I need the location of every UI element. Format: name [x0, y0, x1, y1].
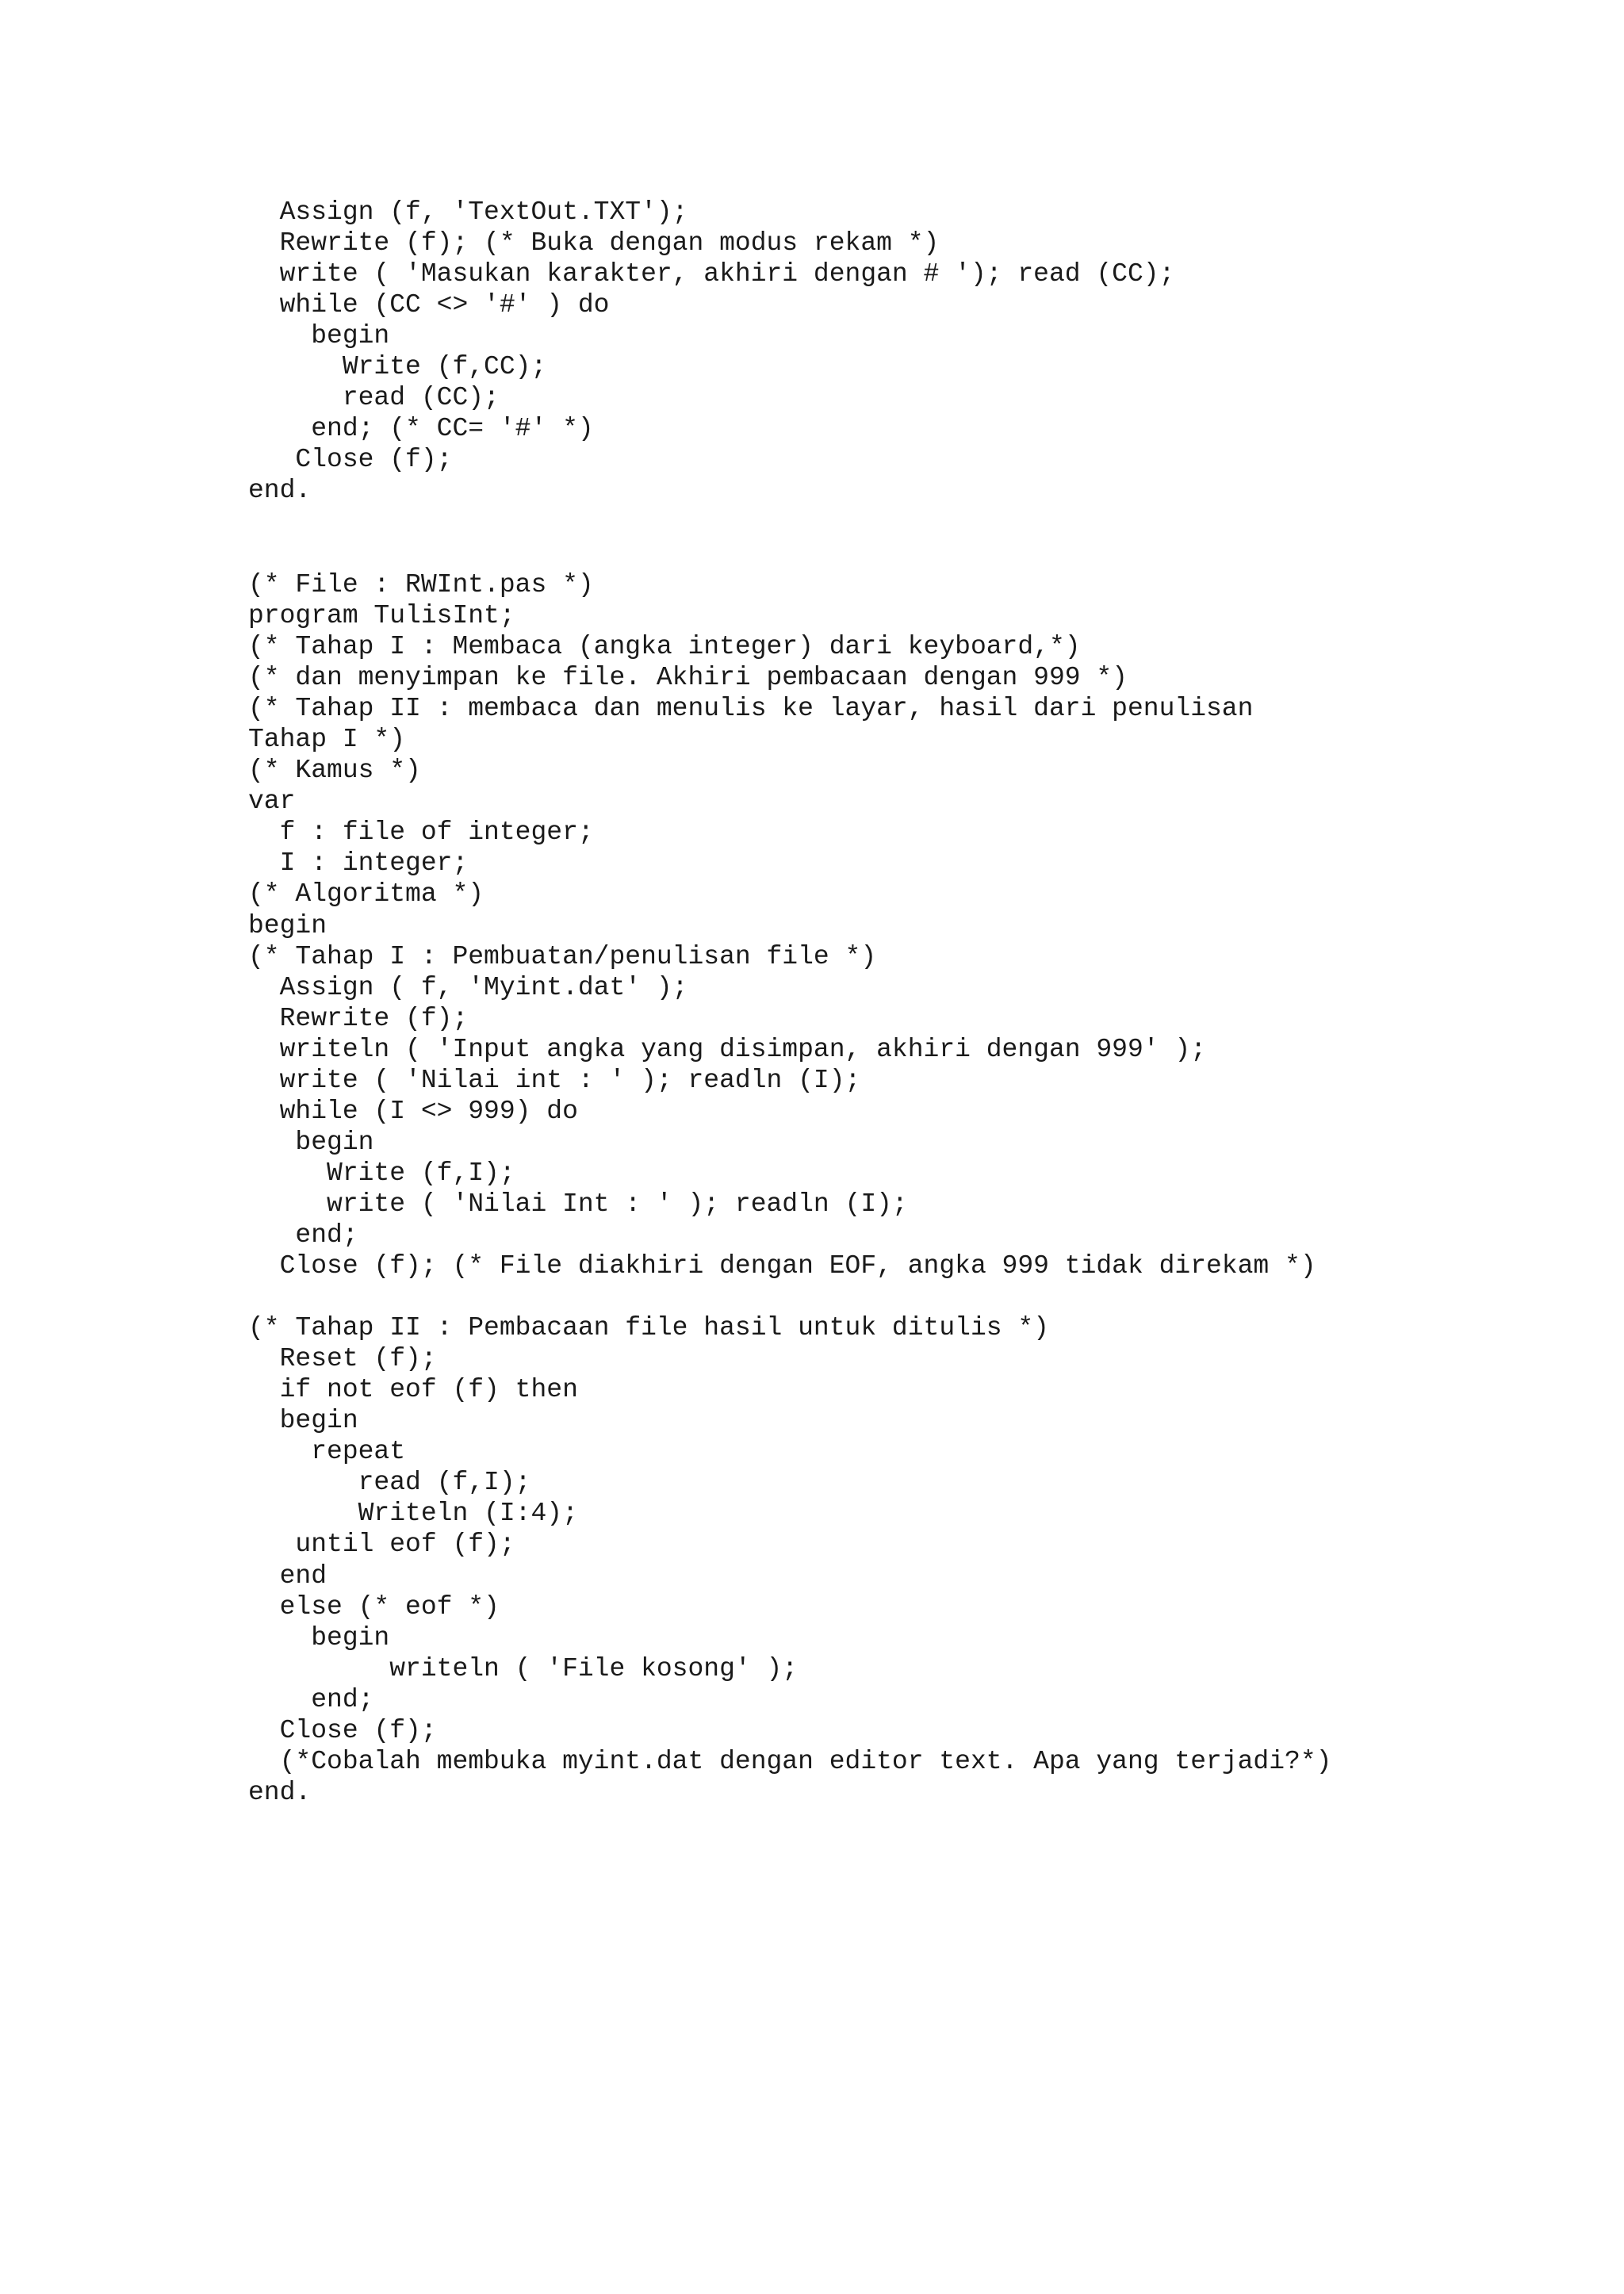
code-line: Rewrite (f);	[248, 1003, 469, 1033]
code-line: Assign (f, 'TextOut.TXT');	[248, 197, 688, 227]
code-line: write ( 'Nilai int : ' ); readln (I);	[248, 1065, 861, 1095]
code-line: begin	[248, 1622, 390, 1653]
code-line: while (CC <> '#' ) do	[248, 290, 610, 320]
code-line: Assign ( f, 'Myint.dat' );	[248, 972, 688, 1002]
code-line: (* File : RWInt.pas *)	[248, 570, 594, 599]
code-line: Close (f); (* File diakhiri dengan EOF, angka 999 tidak direkam *)	[248, 1251, 1316, 1281]
code-line: until eof (f);	[248, 1530, 515, 1560]
code-line: (* Tahap II : Pembacaan file hasil untuk ditulis *)	[248, 1313, 1049, 1343]
code-line: end.	[248, 476, 312, 506]
code-line	[248, 1281, 1331, 1312]
code-line: writeln ( 'File kosong' );	[248, 1653, 799, 1683]
code-line: (*Cobalah membuka myint.dat dengan editor text. Apa yang terjadi?*)	[248, 1746, 1332, 1776]
code-line: begin	[248, 910, 327, 940]
code-line: else (* eof *)	[248, 1591, 500, 1622]
code-line: read (CC);	[248, 383, 500, 413]
code-line: Reset (f);	[248, 1344, 437, 1374]
code-line: write ( 'Nilai Int : ' ); readln (I);	[248, 1189, 908, 1219]
code-line: end; (* CC= '#' *)	[248, 414, 594, 444]
code-line: (* Tahap I : Pembuatan/penulisan file *)	[248, 941, 877, 971]
code-line: while (I <> 999) do	[248, 1096, 578, 1126]
code-line: begin	[248, 1406, 358, 1436]
code-line: Writeln (I:4);	[248, 1499, 578, 1529]
code-line: end	[248, 1561, 327, 1591]
code-line: if not eof (f) then	[248, 1375, 578, 1405]
code-line: Write (f,CC);	[248, 352, 547, 382]
code-line: begin	[248, 1127, 374, 1157]
code-line: f : file of integer;	[248, 818, 594, 848]
code-line: var	[248, 787, 296, 817]
code-line: Write (f,I);	[248, 1158, 515, 1188]
code-line: (* Algoritma *)	[248, 879, 485, 910]
code-block-textout	[248, 197, 1174, 506]
code-line: (* Tahap I : Membaca (angka integer) dari keyboard,*)	[248, 632, 1081, 662]
code-line: end;	[248, 1684, 374, 1714]
code-line: write ( 'Masukan karakter, akhiri dengan # '); read (CC);	[248, 259, 1175, 289]
code-line: begin	[248, 321, 390, 351]
code-block-rwint	[248, 569, 1331, 1808]
code-line: end;	[248, 1220, 358, 1250]
code-line: repeat	[248, 1437, 406, 1467]
code-line: writeln ( 'Input angka yang disimpan, akhiri dengan 999' );	[248, 1034, 1206, 1064]
code-line: Close (f);	[248, 1715, 437, 1745]
code-line: end.	[248, 1777, 312, 1807]
code-line: read (f,I);	[248, 1468, 531, 1498]
code-line: program TulisInt;	[248, 601, 515, 631]
code-line: (* dan menyimpan ke file. Akhiri pembacaan dengan 999 *)	[248, 663, 1128, 693]
code-line: (* Tahap II : membaca dan menulis ke layar, hasil dari penulisan	[248, 694, 1254, 724]
code-line: Close (f);	[248, 445, 453, 475]
code-line: I : integer;	[248, 848, 469, 879]
code-line: (* Kamus *)	[248, 756, 421, 786]
code-line: Rewrite (f); (* Buka dengan modus rekam *)	[248, 228, 940, 259]
code-line: Tahap I *)	[248, 725, 406, 755]
